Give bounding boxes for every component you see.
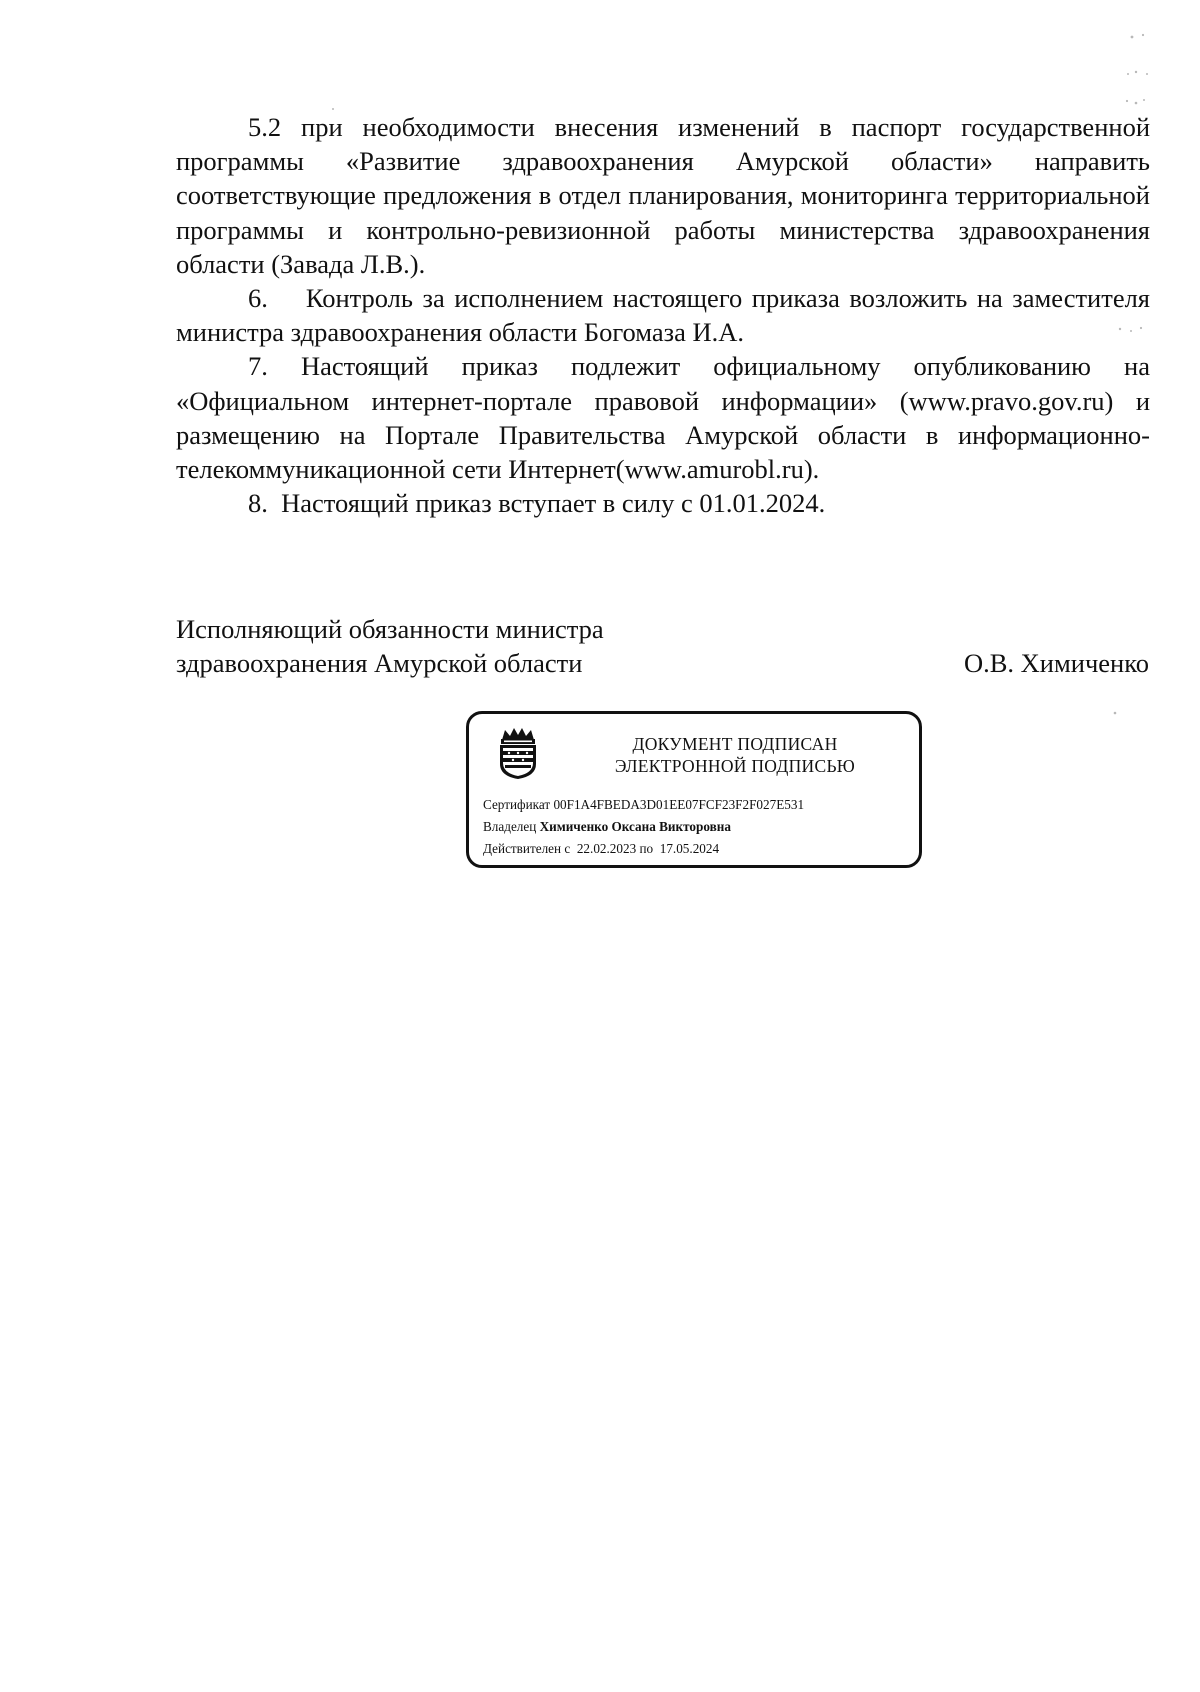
certificate-line	[483, 794, 804, 816]
certificate-value: 00F1A4FBEDA3D01EE07FCF23F2F027E531	[553, 797, 805, 812]
signer-name: О.В. Химиченко	[963, 648, 1149, 678]
paragraph-8: 8. Настоящий приказ вступает в силу с 01.01.2024.	[248, 488, 826, 519]
paragraph-7: 7. Настоящий приказ подлежит официальному опубликованию на «Официальном интернет-портале правовой информации» (www.pravo.gov.ru) и размещению на Портале Правительства Амурской области в информационно-телекоммуникационной сети Интернет(www.amurobl.ru).	[176, 351, 1150, 485]
valid-label: Действителен с	[483, 841, 571, 856]
signer-position	[176, 612, 604, 680]
document-body	[176, 110, 1150, 520]
signer-position-line-2: здравоохранения Амурской области	[176, 648, 583, 678]
stamp-title-line-2: ЭЛЕКТРОННОЙ ПОДПИСЬЮ	[614, 756, 856, 776]
coat-of-arms-icon	[495, 726, 541, 780]
owner-value: Химиченко Оксана Викторовна	[539, 819, 731, 834]
validity-line	[483, 838, 804, 860]
owner-line	[483, 816, 804, 838]
valid-from: 22.02.2023	[576, 841, 637, 856]
paragraph-5-2: 5.2 при необходимости внесения изменений в паспорт государственной программы «Развитие здравоохранения Амурской области» направить соответствующие предложения в отдел планирования, мониторинга территориальной программы и контрольно-ревизионной работы министерства здравоохранения области (Завада Л.В.).	[176, 112, 1150, 279]
owner-label: Владелец	[483, 819, 537, 834]
valid-to: 17.05.2024	[659, 841, 720, 856]
valid-to-label: по	[639, 841, 654, 856]
signer-position-line-1: Исполняющий обязанности министра	[176, 614, 604, 644]
stamp-title	[559, 733, 911, 777]
electronic-signature-stamp	[466, 711, 922, 868]
stamp-title-line-1: ДОКУМЕНТ ПОДПИСАН	[632, 734, 838, 754]
paragraph-6: 6. Контроль за исполнением настоящего приказа возложить на заместителя министра здравоохранения области Богомаза И.А.	[176, 283, 1150, 348]
certificate-label: Сертификат	[483, 797, 551, 812]
stamp-details	[483, 794, 804, 860]
